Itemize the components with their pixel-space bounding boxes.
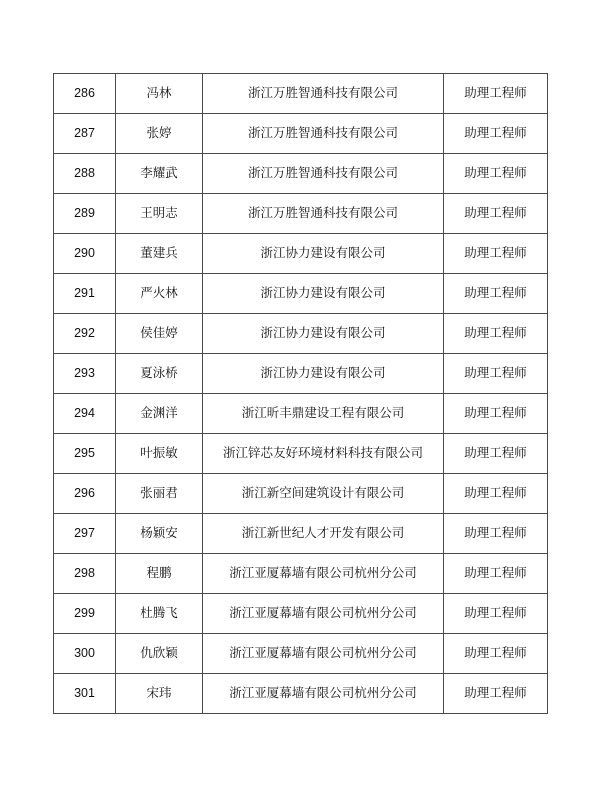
cell-company: 浙江协力建设有限公司 bbox=[203, 234, 444, 274]
cell-no: 292 bbox=[54, 314, 116, 354]
cell-title: 助理工程师 bbox=[444, 194, 548, 234]
cell-name: 侯佳婷 bbox=[116, 314, 203, 354]
cell-company: 浙江亚厦幕墙有限公司杭州分公司 bbox=[203, 674, 444, 714]
cell-title: 助理工程师 bbox=[444, 594, 548, 634]
cell-no: 288 bbox=[54, 154, 116, 194]
cell-no: 289 bbox=[54, 194, 116, 234]
cell-name: 李耀武 bbox=[116, 154, 203, 194]
table-body bbox=[54, 74, 548, 714]
cell-name: 严火林 bbox=[116, 274, 203, 314]
cell-no: 291 bbox=[54, 274, 116, 314]
cell-title: 助理工程师 bbox=[444, 434, 548, 474]
cell-name: 杨颖安 bbox=[116, 514, 203, 554]
cell-title: 助理工程师 bbox=[444, 154, 548, 194]
cell-name: 仇欣颖 bbox=[116, 634, 203, 674]
cell-title: 助理工程师 bbox=[444, 314, 548, 354]
cell-title: 助理工程师 bbox=[444, 354, 548, 394]
cell-company: 浙江万胜智通科技有限公司 bbox=[203, 154, 444, 194]
cell-name: 冯林 bbox=[116, 74, 203, 114]
table-row bbox=[54, 234, 548, 274]
cell-no: 300 bbox=[54, 634, 116, 674]
cell-no: 293 bbox=[54, 354, 116, 394]
cell-name: 杜腾飞 bbox=[116, 594, 203, 634]
cell-no: 286 bbox=[54, 74, 116, 114]
cell-name: 王明志 bbox=[116, 194, 203, 234]
cell-company: 浙江协力建设有限公司 bbox=[203, 354, 444, 394]
cell-company: 浙江锌芯友好环境材料科技有限公司 bbox=[203, 434, 444, 474]
cell-name: 叶振敏 bbox=[116, 434, 203, 474]
cell-company: 浙江协力建设有限公司 bbox=[203, 314, 444, 354]
cell-title: 助理工程师 bbox=[444, 674, 548, 714]
cell-no: 298 bbox=[54, 554, 116, 594]
cell-company: 浙江亚厦幕墙有限公司杭州分公司 bbox=[203, 594, 444, 634]
cell-company: 浙江万胜智通科技有限公司 bbox=[203, 114, 444, 154]
cell-name: 董建兵 bbox=[116, 234, 203, 274]
table-row bbox=[54, 274, 548, 314]
cell-company: 浙江协力建设有限公司 bbox=[203, 274, 444, 314]
cell-no: 295 bbox=[54, 434, 116, 474]
cell-no: 297 bbox=[54, 514, 116, 554]
table-row bbox=[54, 474, 548, 514]
cell-title: 助理工程师 bbox=[444, 474, 548, 514]
table-row bbox=[54, 634, 548, 674]
cell-company: 浙江万胜智通科技有限公司 bbox=[203, 194, 444, 234]
table-row bbox=[54, 74, 548, 114]
cell-title: 助理工程师 bbox=[444, 514, 548, 554]
table-row bbox=[54, 394, 548, 434]
cell-name: 张婷 bbox=[116, 114, 203, 154]
cell-no: 290 bbox=[54, 234, 116, 274]
cell-name: 宋玮 bbox=[116, 674, 203, 714]
table-row bbox=[54, 674, 548, 714]
cell-company: 浙江新空间建筑设计有限公司 bbox=[203, 474, 444, 514]
cell-title: 助理工程师 bbox=[444, 634, 548, 674]
personnel-registry-table bbox=[53, 73, 548, 714]
cell-name: 金渊洋 bbox=[116, 394, 203, 434]
table-row bbox=[54, 594, 548, 634]
cell-company: 浙江亚厦幕墙有限公司杭州分公司 bbox=[203, 634, 444, 674]
cell-title: 助理工程师 bbox=[444, 394, 548, 434]
cell-no: 299 bbox=[54, 594, 116, 634]
table-row bbox=[54, 114, 548, 154]
table-row bbox=[54, 354, 548, 394]
cell-no: 301 bbox=[54, 674, 116, 714]
table-row bbox=[54, 514, 548, 554]
cell-company: 浙江新世纪人才开发有限公司 bbox=[203, 514, 444, 554]
cell-company: 浙江万胜智通科技有限公司 bbox=[203, 74, 444, 114]
table-row bbox=[54, 154, 548, 194]
cell-company: 浙江昕丰鼎建设工程有限公司 bbox=[203, 394, 444, 434]
table-row bbox=[54, 434, 548, 474]
table-row bbox=[54, 314, 548, 354]
cell-name: 夏泳桥 bbox=[116, 354, 203, 394]
cell-company: 浙江亚厦幕墙有限公司杭州分公司 bbox=[203, 554, 444, 594]
table-row bbox=[54, 554, 548, 594]
cell-no: 294 bbox=[54, 394, 116, 434]
cell-title: 助理工程师 bbox=[444, 554, 548, 594]
cell-title: 助理工程师 bbox=[444, 114, 548, 154]
cell-name: 张丽君 bbox=[116, 474, 203, 514]
cell-no: 287 bbox=[54, 114, 116, 154]
cell-title: 助理工程师 bbox=[444, 234, 548, 274]
cell-title: 助理工程师 bbox=[444, 274, 548, 314]
cell-no: 296 bbox=[54, 474, 116, 514]
cell-name: 程鹏 bbox=[116, 554, 203, 594]
table-row bbox=[54, 194, 548, 234]
cell-title: 助理工程师 bbox=[444, 74, 548, 114]
